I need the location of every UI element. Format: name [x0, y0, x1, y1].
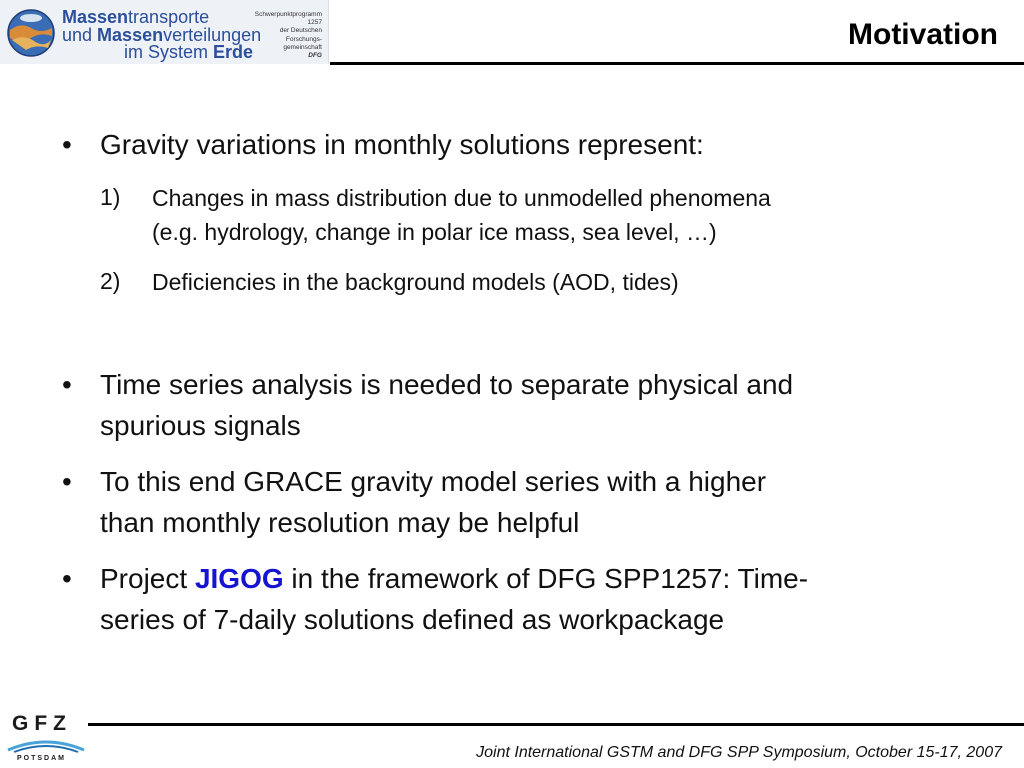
- logo-line-2: und Massenverteilungen: [62, 25, 262, 45]
- gfz-arc-icon: [6, 736, 86, 754]
- footer-event-text: Joint International GSTM and DFG SPP Symposium, October 15-17, 2007: [476, 744, 1002, 761]
- footer-divider: [88, 723, 1024, 726]
- bullet-marker: •: [62, 369, 72, 400]
- bullet-2-line-1: Time series analysis is needed to separate physical and: [100, 369, 794, 400]
- slide-title: Motivation: [848, 18, 998, 51]
- sub-item-1-line-1: Changes in mass distribution due to unmodelled phenomena: [152, 185, 771, 211]
- bullet-marker: •: [62, 563, 72, 594]
- project-logo: [0, 0, 329, 64]
- logo-line-3: im System Erde: [124, 42, 254, 62]
- bullet-4-line-1: Project JIGOG in the framework of DFG SPP1257: Time-: [100, 563, 809, 594]
- sub-item-2-number: 2): [100, 268, 121, 294]
- gfz-logo-subtitle: POTSDAM: [17, 755, 66, 762]
- spp-note: Schwerpunktprogramm 1257 der Deutschen Forschungs- gemeinschaft DFG: [254, 11, 322, 60]
- bullet-marker: •: [62, 129, 72, 160]
- bullet-4-line-2: series of 7-daily solutions defined as workpackage: [100, 604, 725, 635]
- project-name-highlight: JIGOG: [194, 563, 284, 594]
- logo-line-1: Massentransporte: [62, 7, 210, 27]
- bullet-3-line-1: To this end GRACE gravity model series with a higher: [100, 466, 767, 497]
- earth-globe-icon: [6, 8, 56, 58]
- gfz-logo: GFZ: [12, 712, 72, 735]
- sub-item-1-number: 1): [100, 184, 121, 210]
- bullet-marker: •: [62, 466, 72, 497]
- bullet-2-line-2: spurious signals: [100, 410, 301, 441]
- sub-item-1-line-2: (e.g. hydrology, change in polar ice mass, sea level, …): [152, 219, 717, 245]
- header-divider: [330, 62, 1024, 65]
- sub-item-2-text: Deficiencies in the background models (AOD, tides): [152, 269, 679, 295]
- bullet-1-text: Gravity variations in monthly solutions represent:: [100, 129, 704, 160]
- bullet-3-line-2: than monthly resolution may be helpful: [100, 507, 580, 538]
